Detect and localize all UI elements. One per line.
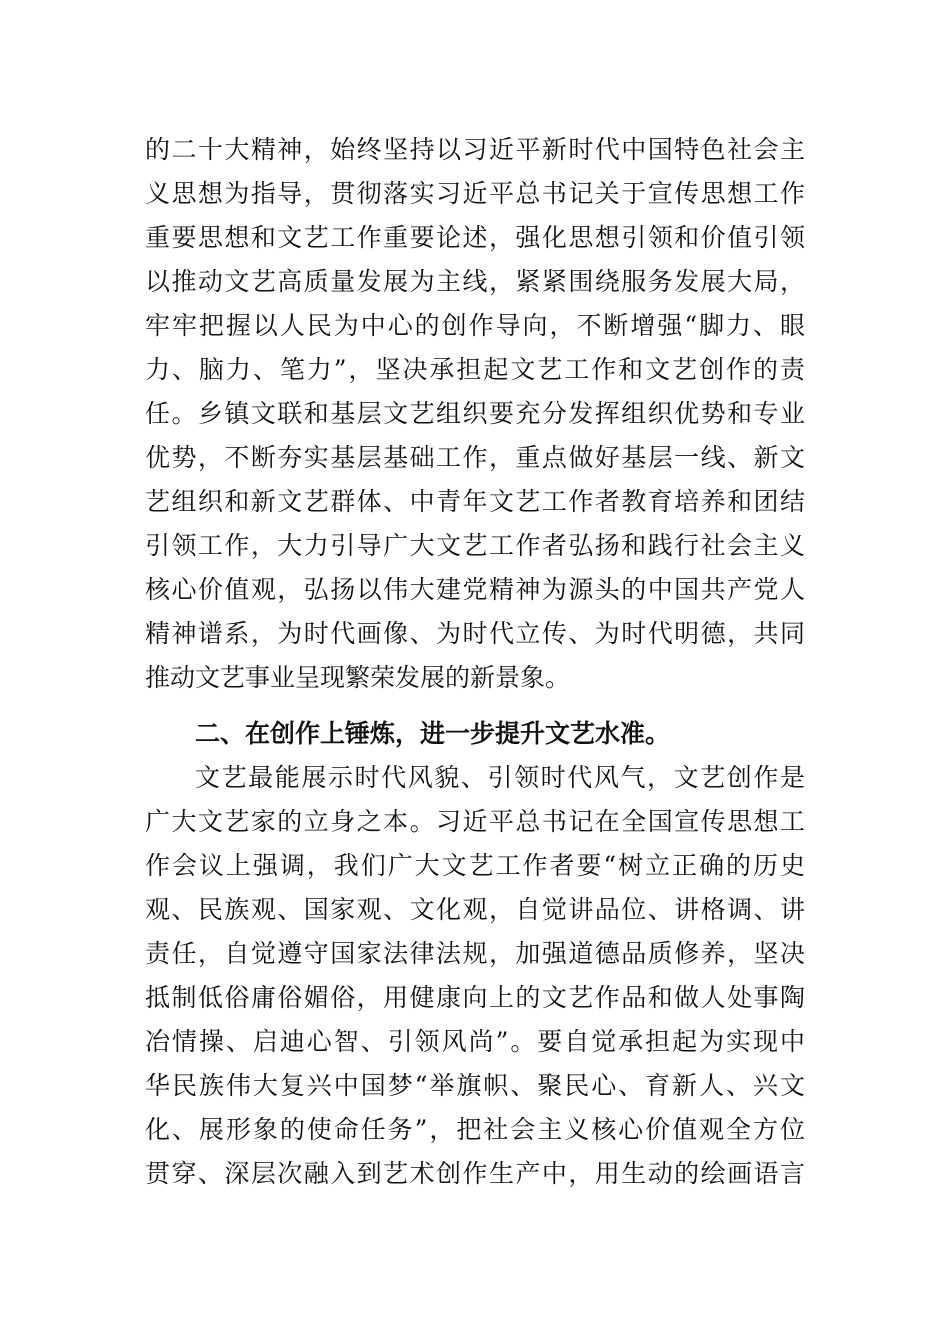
text-line: 文艺最能展示时代风貌、引领时代风气，文艺创作是 [195, 763, 805, 792]
text-line: 重要思想和文艺工作重要论述，强化思想引领和价值引领 [145, 223, 805, 252]
text-line: 责任，自觉遵守国家法律法规，加强道德品质修养，坚决 [145, 939, 805, 968]
text-line: 牢牢把握以人民为中心的创作导向，不断增强“脚力、眼 [145, 311, 805, 340]
text-line: 优势，不断夯实基层基础工作，重点做好基层一线、新文 [145, 443, 805, 472]
text-line: 引领工作，大力引导广大文艺工作者弘扬和践行社会主义 [145, 531, 805, 560]
text-line: 广大文艺家的立身之本。习近平总书记在全国宣传思想工 [145, 807, 805, 836]
text-line: 任。乡镇文联和基层文艺组织要充分发挥组织优势和专业 [145, 399, 805, 428]
text-line: 力、脑力、笔力”，坚决承担起文艺工作和文艺创作的责 [145, 355, 805, 384]
text-line: 艺组织和新文艺群体、中青年文艺工作者教育培养和团结 [145, 487, 805, 516]
text-line: 冶情操、启迪心智、引领风尚”。要自觉承担起为实现中 [145, 1027, 805, 1056]
text-line: 义思想为指导，贯彻落实习近平总书记关于宣传思想工作 [145, 179, 805, 208]
section-heading: 二、在创作上锤炼，进一步提升文艺水准。 [195, 719, 671, 748]
text-line: 核心价值观，弘扬以伟大建党精神为源头的中国共产党人 [145, 575, 805, 604]
text-line: 精神谱系，为时代画像、为时代立传、为时代明德，共同 [145, 619, 805, 648]
text-line: 华民族伟大复兴中国梦“举旗帜、聚民心、育新人、兴文 [145, 1071, 805, 1100]
text-line: 推动文艺事业呈现繁荣发展的新景象。 [145, 663, 571, 692]
text-line: 以推动文艺高质量发展为主线，紧紧围绕服务发展大局， [145, 267, 805, 296]
text-line: 贯穿、深层次融入到艺术创作生产中，用生动的绘画语言 [145, 1159, 805, 1188]
text-line: 观、民族观、国家观、文化观，自觉讲品位、讲格调、讲 [145, 895, 805, 924]
text-line: 的二十大精神，始终坚持以习近平新时代中国特色社会主 [145, 135, 805, 164]
text-line: 化、展形象的使命任务”，把社会主义核心价值观全方位 [145, 1115, 805, 1144]
text-line: 抵制低俗庸俗媚俗，用健康向上的文艺作品和做人处事陶 [145, 983, 805, 1012]
text-line: 作会议上强调，我们广大文艺工作者要“树立正确的历史 [145, 851, 805, 880]
